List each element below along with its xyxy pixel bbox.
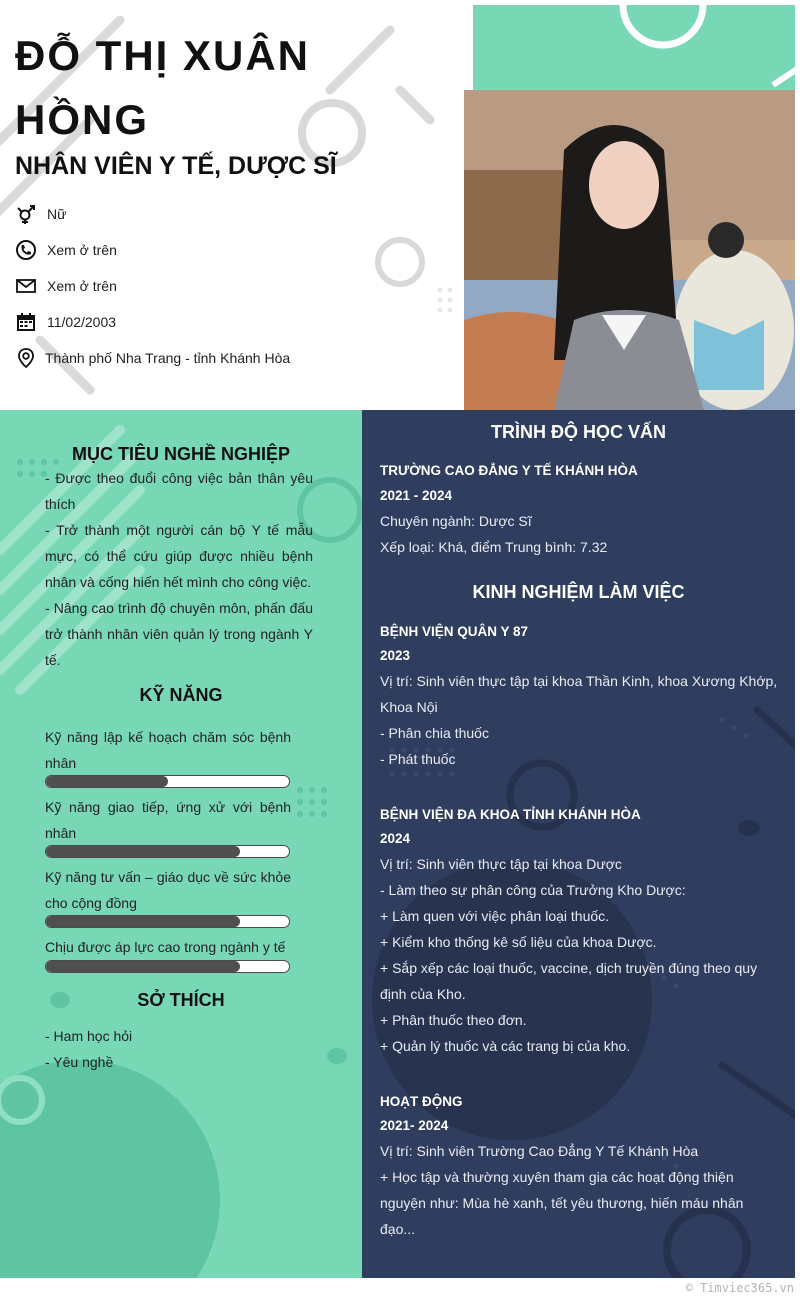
skill-bar <box>45 960 290 973</box>
skill-bar-fill <box>46 916 240 927</box>
skill-item <box>45 864 291 916</box>
skill-bar <box>45 775 290 788</box>
job-year: 2023 <box>380 648 411 663</box>
job-description: Vị trí: Sinh viên thực tập tại khoa Thần Kinh, khoa Xương Khớp, Khoa Nội - Phân chia thuốc - Phát thuốc <box>380 673 778 767</box>
contact-gender-text: Nữ <box>47 206 67 222</box>
skill-bar-fill <box>46 776 168 787</box>
email-icon <box>15 275 37 297</box>
skill-item <box>45 934 291 960</box>
skills-title: KỸ NĂNG <box>139 685 223 705</box>
experience-title: KINH NGHIỆM LÀM VIỆC <box>472 582 685 602</box>
accent-decoration <box>473 5 795 90</box>
education-grade: Xếp loại: Khá, điểm Trung bình: 7.32 <box>380 539 608 555</box>
objective-title: MỤC TIÊU NGHỀ NGHIỆP <box>71 444 290 464</box>
contact-birthday <box>15 310 116 334</box>
job-org: HOẠT ĐỘNG <box>380 1094 463 1109</box>
location-pin-icon <box>15 347 37 369</box>
skill-item <box>45 794 291 846</box>
contact-gender <box>15 202 66 226</box>
contact-phone <box>15 238 117 262</box>
job-title: NHÂN VIÊN Y TẾ, DƯỢC SĨ <box>15 152 337 180</box>
education-title: TRÌNH ĐỘ HỌC VẤN <box>491 422 666 442</box>
contact-email-text: Xem ở trên <box>47 278 117 294</box>
profile-photo <box>464 90 795 410</box>
skill-bar <box>45 845 290 858</box>
skill-item <box>45 724 291 776</box>
skill-bar-fill <box>46 961 240 972</box>
job-org: BỆNH VIỆN QUÂN Y 87 <box>380 624 529 639</box>
left-column <box>0 410 362 1278</box>
right-column <box>362 410 795 1278</box>
skill-label: Chịu được áp lực cao trong ngành y tế <box>45 939 286 955</box>
hobbies-title: SỞ THÍCH <box>137 990 225 1010</box>
objective-text: - Được theo đuổi công việc bản thân yêu thích - Trở thành một người cán bộ Y tế mẫu mực, có thể cứu giúp được nhiều bệnh nhân và cống hiến hết mình cho công việc. - Nâng cao trình độ chuyên môn, phấn đấu trở thành nhân viên quản lý trong ngành Y tế. <box>45 470 313 668</box>
gender-icon <box>15 203 37 225</box>
contact-address-text: Thành phố Nha Trang - tỉnh Khánh Hòa <box>45 350 291 366</box>
phone-icon <box>15 239 37 261</box>
skill-bar <box>45 915 290 928</box>
contact-email <box>15 274 117 298</box>
photo-illustration <box>464 90 795 410</box>
calendar-icon <box>15 311 37 333</box>
skill-label: Kỹ năng tư vấn – giáo dục về sức khỏe cho cộng đồng <box>45 869 291 911</box>
hobby-item: - Ham học hỏi <box>45 1028 133 1044</box>
job-year: 2021- 2024 <box>380 1118 449 1133</box>
full-name: ĐỖ THỊ XUÂN HỒNG <box>15 32 310 143</box>
job-year: 2024 <box>380 831 411 846</box>
education-major: Chuyên ngành: Dược Sĩ <box>380 513 532 529</box>
education-period: 2021 - 2024 <box>380 488 453 503</box>
job-description: Vị trí: Sinh viên thực tập tại khoa Dược - Làm theo sự phân công của Trưởng Kho Dược: + Làm quen với việc phân loại thuốc. + Kiểm kho thống kê số liệu của khoa Dược. + Sắp xếp các loại thuốc, vaccine, dịch truyền đúng theo quy định của Kho. + Phân thuốc theo đơn. + Quản lý thuốc và các trang bị của kho. <box>380 856 758 1054</box>
skill-label: Kỹ năng lập kế hoạch chăm sóc bệnh nhân <box>45 729 291 771</box>
skill-bar-fill <box>46 846 240 857</box>
contact-phone-text: Xem ở trên <box>47 242 117 258</box>
job-description: Vị trí: Sinh viên Trường Cao Đẳng Y Tế Khánh Hòa + Học tập và thường xuyên tham gia các hoạt động thiện nguyện như: Mùa hè xanh, tết yêu thương, hiến máu nhân đạo... <box>380 1143 744 1237</box>
job-org: BỆNH VIỆN ĐA KHOA TỈNH KHÁNH HÒA <box>380 807 641 822</box>
hobby-item: - Yêu nghề <box>45 1054 114 1070</box>
contact-address <box>15 346 290 370</box>
contact-birthday-text: 11/02/2003 <box>47 314 117 330</box>
skill-label: Kỹ năng giao tiếp, ứng xử với bệnh nhân <box>45 799 291 841</box>
header-accent-block <box>473 5 795 90</box>
education-school: TRƯỜNG CAO ĐẲNG Y TẾ KHÁNH HÒA <box>380 463 638 478</box>
copyright-footer: © Timviec365.vn <box>685 1281 794 1295</box>
